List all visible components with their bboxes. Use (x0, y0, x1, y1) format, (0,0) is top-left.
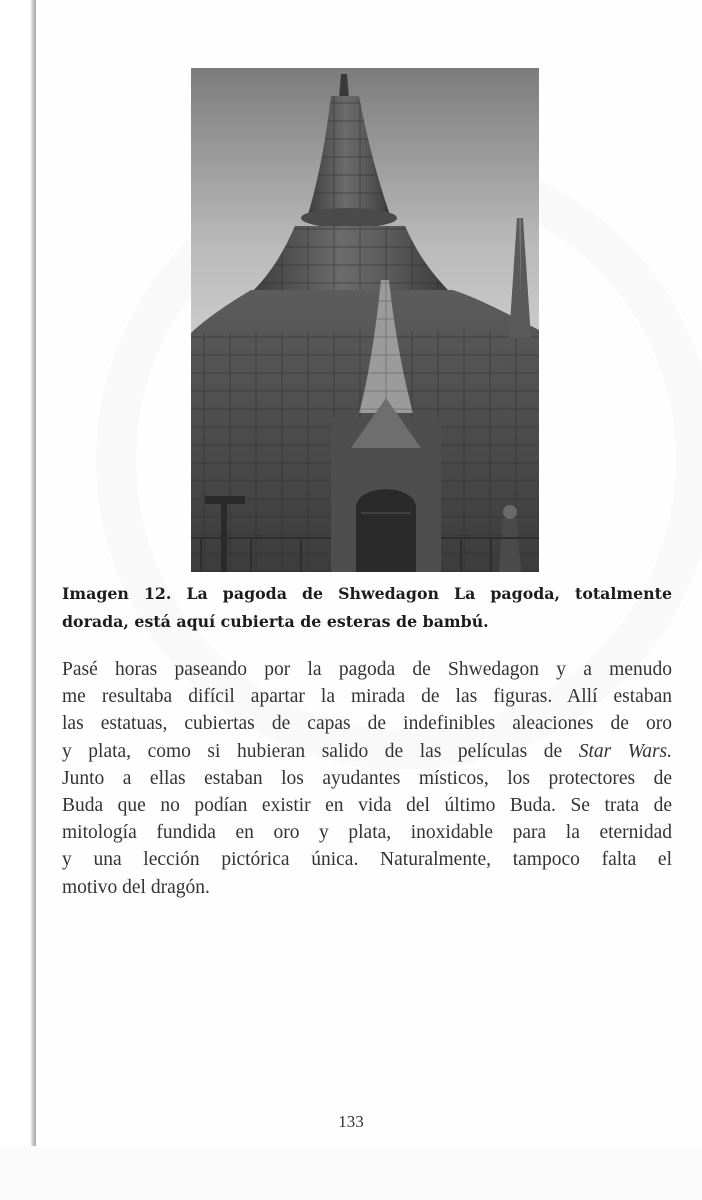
figure-caption (62, 580, 672, 636)
italic-title: Star Wars. (578, 740, 672, 762)
page-bottom-margin (0, 1146, 702, 1200)
text-fragment: y plata, como si hubieran salido de las películas de (62, 740, 563, 762)
text-line: motivo del dragón. (62, 876, 210, 898)
caption-line: Imagen 12. La pagoda de Shwedagon La pagoda, totalmente (62, 584, 672, 603)
text-line-with-title (62, 738, 672, 765)
body-paragraph (62, 656, 672, 901)
caption-line: dorada, está aquí cubierta de esteras de bambú. (62, 612, 489, 631)
text-line: las estatuas, cubiertas de capas de indefinibles aleaciones de oro (62, 713, 672, 735)
text-line: Pasé horas paseando por la pagoda de Shwedagon y a menudo (62, 659, 672, 680)
page-number: 133 (338, 1112, 364, 1131)
text-line: mitología fundida en oro y plata, inoxidable para la eternidad (62, 822, 672, 844)
text-line: me resultaba difícil apartar la mirada de las figuras. Allí estaban (62, 686, 672, 708)
text-line: Junto a ellas estaban los ayudantes místicos, los protectores de (62, 767, 672, 789)
pagoda-photo (191, 68, 539, 572)
text-line: y una lección pictórica única. Naturalmente, tampoco falta el (62, 849, 672, 871)
text-line: Buda que no podían existir en vida del último Buda. Se trata de (62, 795, 672, 817)
